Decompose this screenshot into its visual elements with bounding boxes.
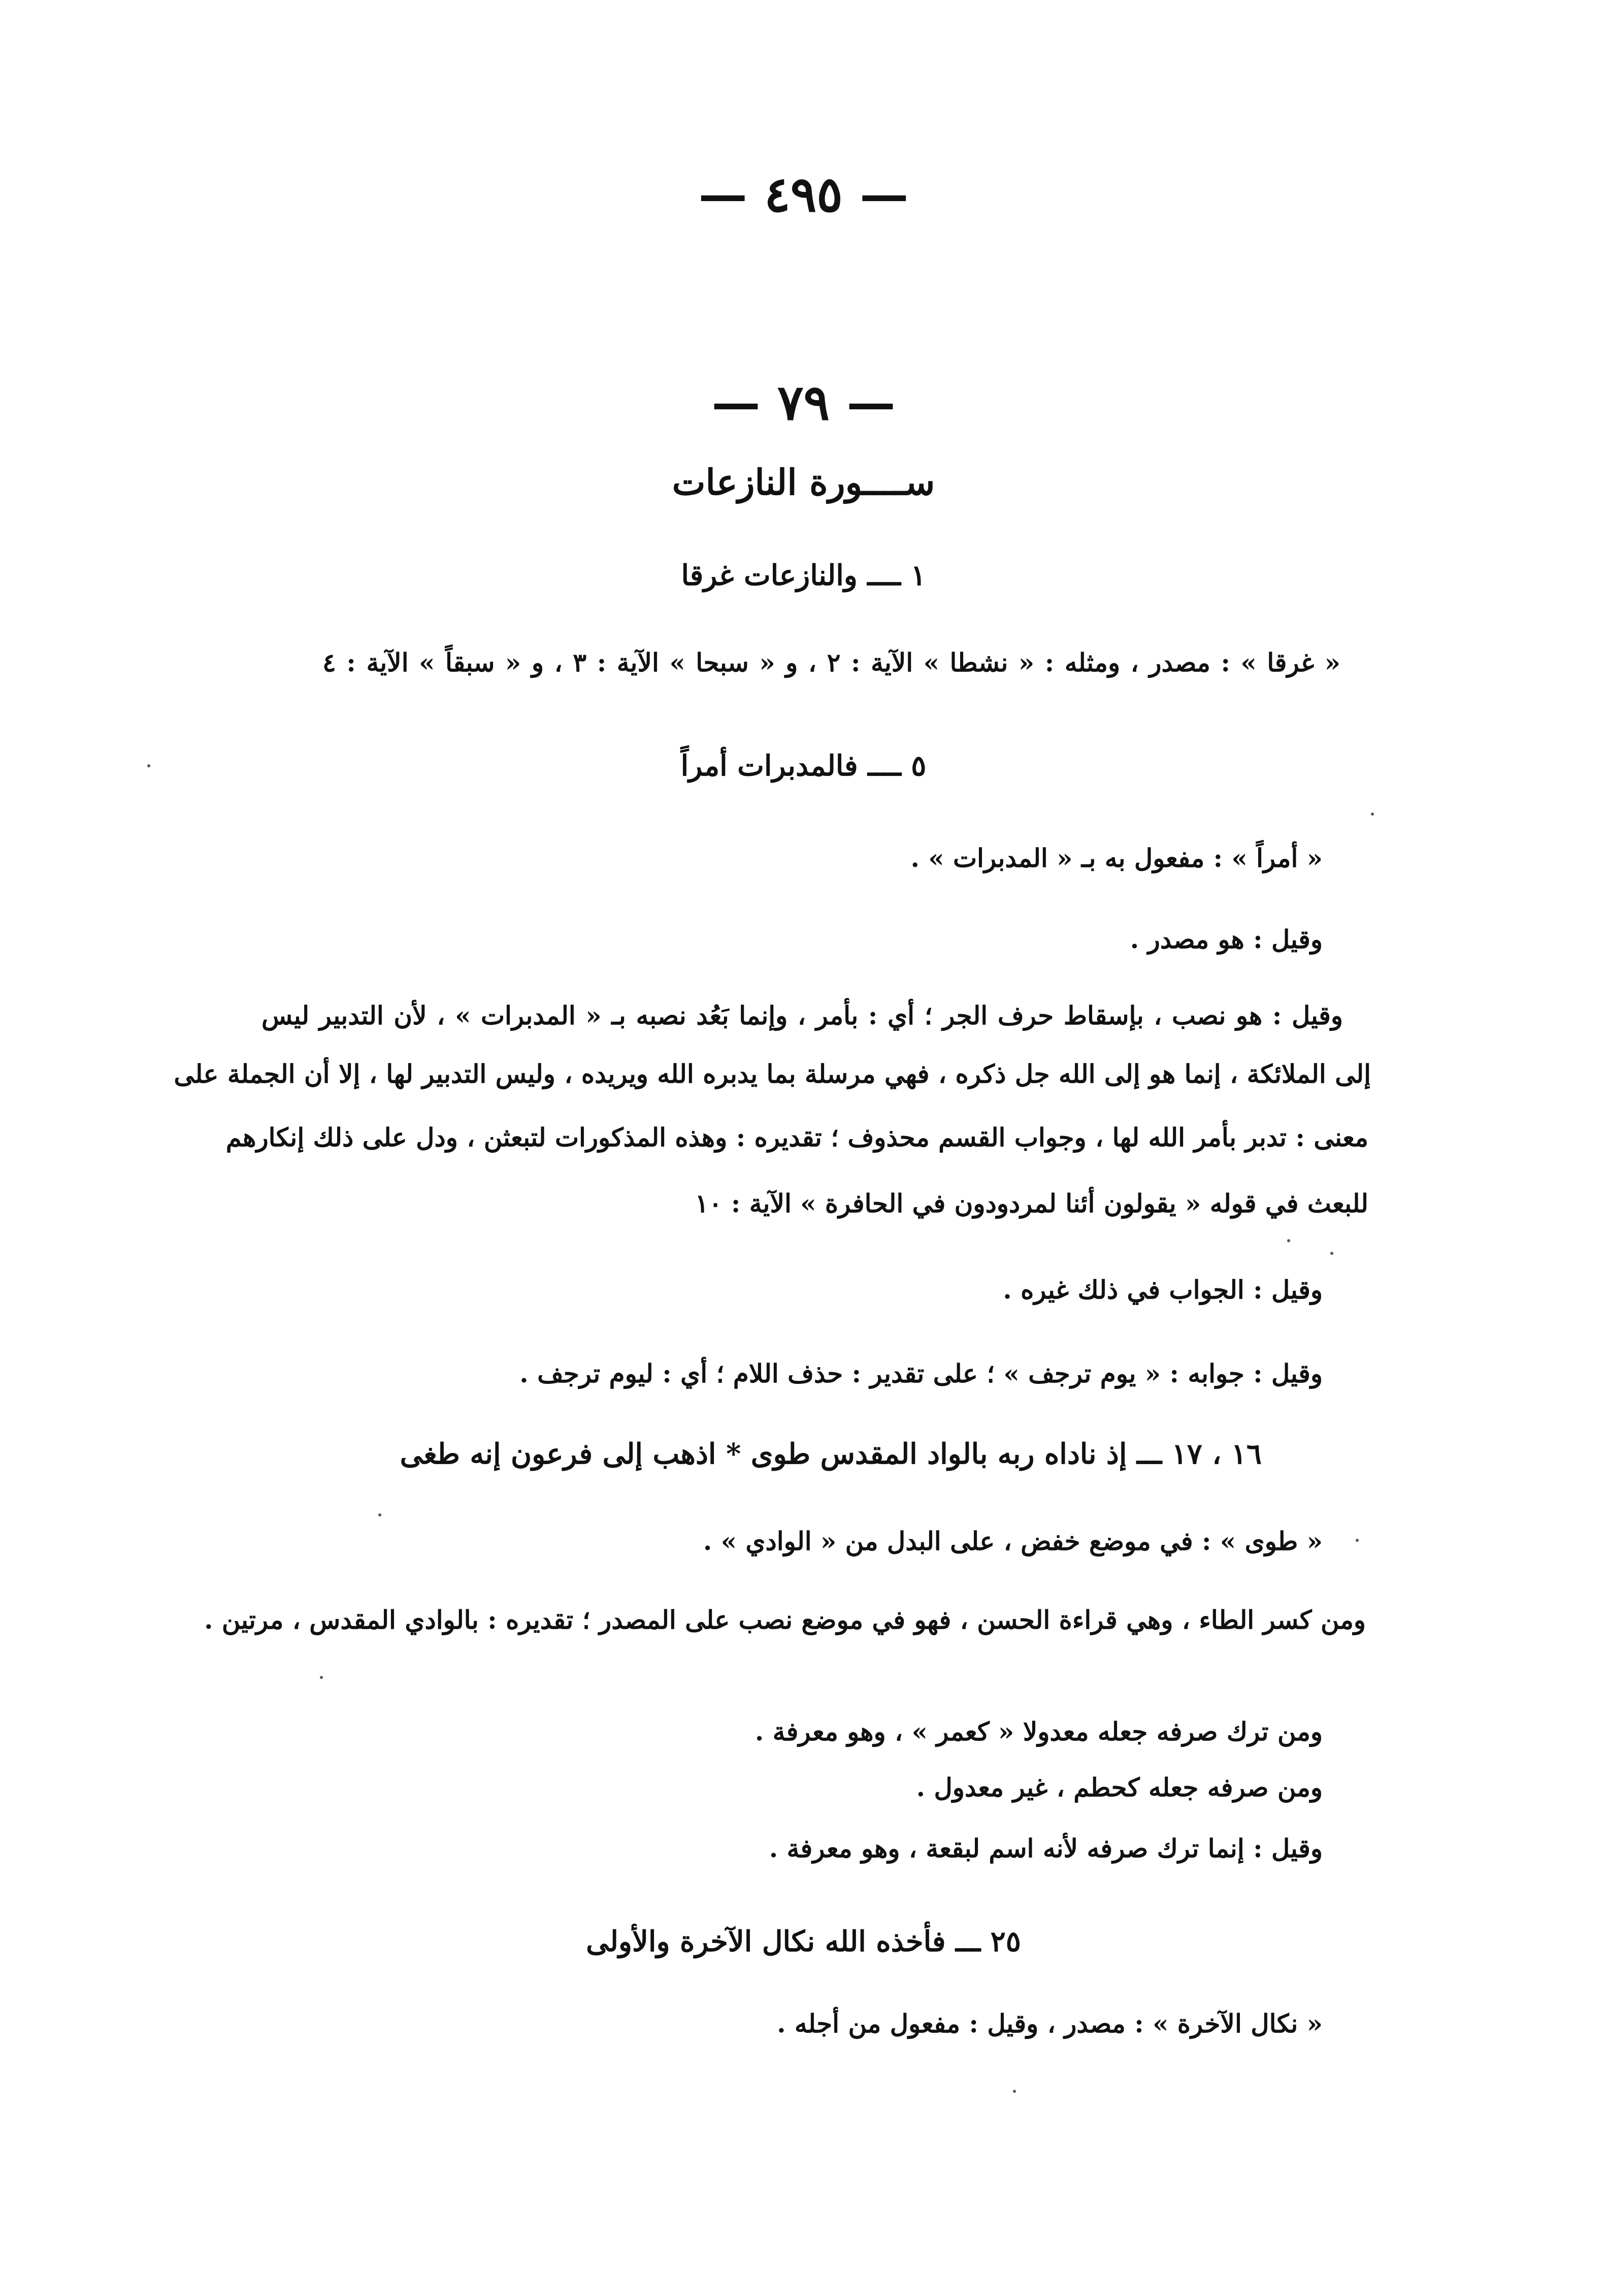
paragraph-line: للبعث في قوله « يقولون أئنا لمردودون في الحافرة » الآية : ١٠ xyxy=(695,1188,1368,1218)
paragraph-line: معنى : تدبر بأمر الله لها ، وجواب القسم محذوف ؛ تقديره : وهذه المذكورات لتبعثن ، ودل على ذلك إنكارهم xyxy=(225,1122,1368,1152)
scan-speck xyxy=(1371,813,1374,816)
paragraph-line: « طوى » : في موضع خفض ، على البدل من « الوادي » . xyxy=(703,1526,1323,1556)
verse-heading-5: ٥ ــــ فالمدبرات أمراً xyxy=(680,749,927,783)
scan-speck xyxy=(147,764,150,767)
paragraph-line: إلى الملائكة ، إنما هو إلى الله جل ذكره ، فهي مرسلة بما يدبره الله ويريده ، وليس التدبير لها ، إلا أن الجملة على xyxy=(174,1059,1371,1089)
paragraph-line: ومن صرفه جعله كحطم ، غير معدول . xyxy=(916,1772,1323,1802)
scan-speck xyxy=(1013,2090,1016,2093)
paragraph-line: وقيل : الجواب في ذلك غيره . xyxy=(1003,1275,1323,1305)
surah-number: — ٧٩ — xyxy=(711,374,896,431)
verse-heading-1: ١ ــــ والنازعات غرقا xyxy=(681,559,926,592)
verse-heading-25: ٢٥ ـــ فأخذه الله نكال الآخرة والأولى xyxy=(586,1925,1021,1958)
paragraph-line: وقيل : جوابه : « يوم ترجف » ؛ على تقدير : حذف اللام ؛ أي : ليوم ترجف . xyxy=(519,1359,1323,1388)
paragraph-line: « أمراً » : مفعول به بـ « المدبرات » . xyxy=(910,843,1323,873)
surah-title: ســــورة النازعات xyxy=(672,461,935,503)
scan-speck xyxy=(1330,1252,1333,1255)
scan-speck xyxy=(1287,1239,1290,1242)
scan-speck xyxy=(320,1676,323,1679)
paragraph-line: ومن كسر الطاء ، وهي قراءة الحسن ، فهو في موضع نصب على المصدر ؛ تقديره : بالوادي المقدس ، مرتين . xyxy=(204,1605,1366,1635)
paragraph-line: « غرقا » : مصدر ، ومثله : « نشطا » الآية : ٢ ، و « سبحا » الآية : ٣ ، و « سبقاً » الآية : ٤ xyxy=(322,648,1341,677)
paragraph-line: « نكال الآخرة » : مصدر ، وقيل : مفعول من أجله . xyxy=(777,2009,1323,2039)
paragraph-line: ومن ترك صرفه جعله معدولا « كعمر » ، وهو معرفة . xyxy=(755,1717,1323,1747)
verse-heading-16-17: ١٦ ، ١٧ ـــ إذ ناداه ربه بالواد المقدس طوى * اذهب إلى فرعون إنه طغى xyxy=(400,1437,1262,1471)
scan-speck xyxy=(1356,1539,1359,1542)
paragraph-line: وقيل : إنما ترك صرفه لأنه اسم لبقعة ، وهو معرفة . xyxy=(769,1833,1323,1863)
paragraph-line: وقيل : هو نصب ، بإسقاط حرف الجر ؛ أي : بأمر ، وإنما بَعُد نصبه بـ « المدبرات » ، لأن التدبير ليس xyxy=(261,1000,1343,1030)
page-number: — ٤٩٥ — xyxy=(698,166,909,223)
scan-speck xyxy=(378,1513,381,1516)
paragraph-line: وقيل : هو مصدر . xyxy=(1130,924,1323,954)
